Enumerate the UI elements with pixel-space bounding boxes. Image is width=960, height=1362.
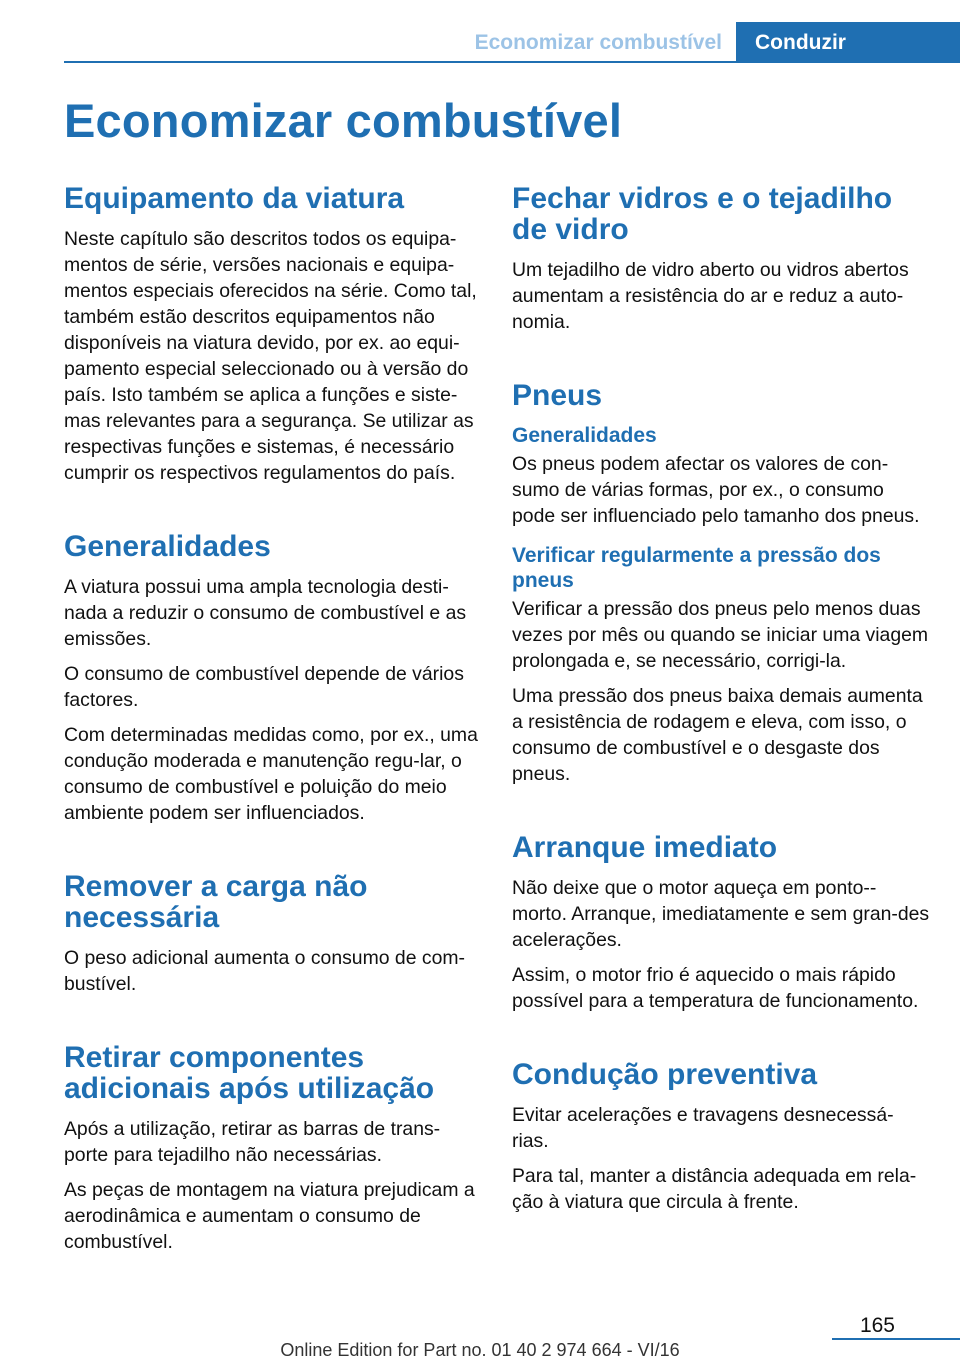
paragraph: Os pneus podem afectar os valores de con-sumo de várias formas, por ex., o consumo pode ser influenciado pelo tamanho dos pneus.: [512, 453, 920, 527]
paragraph: Uma pressão dos pneus baixa demais aumenta a resistência de rodagem e eleva, com isso, o consumo de combustível e o desgaste dos pneus.: [512, 685, 923, 785]
edition-footer: Online Edition for Part no. 01 40 2 974 664 - VI/16: [280, 1340, 680, 1360]
section-heading: Pneus: [512, 379, 603, 412]
section-pneus: [512, 380, 930, 787]
paragraph: Não deixe que o motor aqueça em ponto--morto. Arranque, imediatamente e sem gran-des acelerações.: [512, 877, 930, 951]
chapter-tab: Conduzir: [736, 22, 960, 63]
paragraph: As peças de montagem na viatura prejudicam a aerodinâmica e aumentam o consumo de combustível.: [64, 1179, 475, 1253]
paragraph: Neste capítulo são descritos todos os equipa-mentos de série, versões nacionais e equipa-mentos especiais oferecidos na série. Como tal, também estão descritos equipamentos não disponíveis na viatura devido, por ex. ao equi-pamento especial seleccionado ou à versão do país. Isto também se aplica a funções e siste-mas relevantes para a segurança. Se utilizar as respectivas funções e sistemas, é necessário cumprir os respectivos regulamentos do país.: [64, 228, 477, 484]
paragraph: Assim, o motor frio é aquecido o mais rápido possível para a temperatura de funcionamento.: [512, 964, 919, 1012]
paragraph: Após a utilização, retirar as barras de trans-porte para tejadilho não necessárias.: [64, 1118, 441, 1166]
paragraph: O consumo de combustível depende de vários factores.: [64, 663, 464, 711]
right-column: [512, 183, 930, 1260]
section-retirar-componentes: [64, 1042, 480, 1255]
page-title: Economizar combustível: [64, 94, 623, 147]
section-heading: Condução preventiva: [512, 1058, 818, 1091]
paragraph: A viatura possui uma ampla tecnologia desti-nada a reduzir o consumo de combustível e as emissões.: [64, 576, 467, 650]
paragraph: Para tal, manter a distância adequada em rela-ção à viatura que circula à frente.: [512, 1165, 917, 1213]
paragraph: Evitar acelerações e travagens desnecessá-rias.: [512, 1104, 894, 1152]
section-heading: Generalidades: [64, 530, 271, 563]
page-number: 165: [859, 1314, 895, 1337]
section-remover-carga: [64, 871, 480, 997]
left-column: [64, 183, 480, 1300]
section-equipamento: [64, 183, 480, 486]
section-generalidades: [64, 531, 480, 826]
section-arranque-imediato: [512, 832, 930, 1014]
section-heading: Retirar componentes adicionais após utilização: [64, 1041, 435, 1105]
section-heading: Equipamento da viatura: [64, 182, 405, 215]
paragraph: Com determinadas medidas como, por ex., uma condução moderada e manutenção regu-lar, o consumo de combustível e poluição do meio ambiente podem ser influenciados.: [64, 724, 478, 824]
section-heading: Fechar vidros e o tejadilho de vidro: [512, 182, 893, 246]
paragraph: Verificar a pressão dos pneus pelo menos duas vezes por mês ou quando se iniciar uma viagem prolongada e, se necessário, corrigi-la.: [512, 598, 929, 672]
header-rule: [64, 61, 960, 63]
subsection-heading: Generalidades: [512, 424, 657, 447]
paragraph: O peso adicional aumenta o consumo de com-bustível.: [64, 947, 465, 995]
section-heading: Remover a carga não necessária: [64, 870, 368, 934]
running-header-section: Economizar combustível: [474, 31, 722, 54]
section-fechar-vidros: [512, 183, 930, 335]
paragraph: Um tejadilho de vidro aberto ou vidros abertos aumentam a resistência do ar e reduz a auto-nomia.: [512, 259, 909, 333]
subsection-generalidades: [512, 423, 930, 529]
section-heading: Arranque imediato: [512, 831, 778, 864]
subsection-heading: Verificar regularmente a pressão dos pneus: [512, 544, 881, 592]
subsection-pressao-pneus: [512, 543, 930, 787]
section-conducao-preventiva: [512, 1059, 930, 1215]
